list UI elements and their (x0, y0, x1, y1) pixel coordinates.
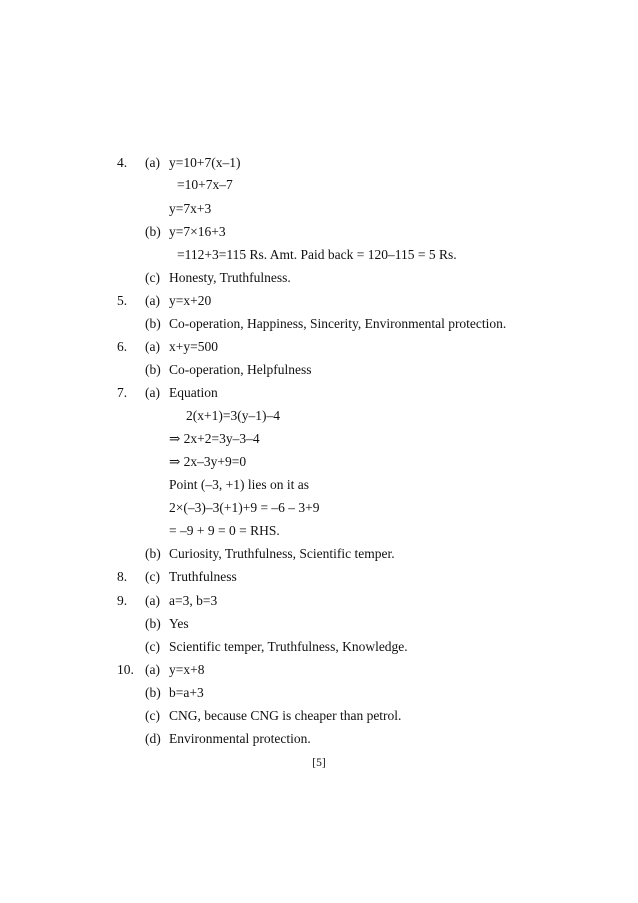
answer-text: Co-operation, Happiness, Sincerity, Environmental protection. (169, 316, 507, 331)
answer-text: Point (–3, +1) lies on it as (169, 477, 309, 492)
answer-number: 9. (117, 593, 128, 608)
part-label: (b) (145, 616, 161, 631)
answer-text: y=7×16+3 (169, 224, 226, 239)
part-label: (b) (145, 362, 161, 377)
part-label: (b) (145, 224, 161, 239)
part-label: (c) (145, 708, 160, 723)
answer-text: = –9 + 9 = 0 = RHS. (169, 523, 280, 538)
answer-text: Honesty, Truthfulness. (169, 270, 291, 285)
answer-text: ⇒ 2x+2=3y–3–4 (169, 431, 260, 446)
part-label: (a) (145, 155, 160, 170)
answer-number: 6. (117, 339, 128, 354)
answer-text: x+y=500 (169, 339, 218, 354)
answer-text: b=a+3 (169, 685, 204, 700)
answer-text: 2(x+1)=3(y–1)–4 (186, 408, 280, 423)
part-label: (a) (145, 293, 160, 308)
answer-number: 8. (117, 569, 128, 584)
answer-text: 2×(–3)–3(+1)+9 = –6 – 3+9 (169, 500, 320, 515)
part-label: (b) (145, 685, 161, 700)
part-label: (b) (145, 316, 161, 331)
answer-text: Yes (169, 616, 189, 631)
answer-text: =112+3=115 Rs. Amt. Paid back = 120–115 = 5 Rs. (177, 247, 457, 262)
answer-text: Equation (169, 385, 218, 400)
answer-text: CNG, because CNG is cheaper than petrol. (169, 708, 402, 723)
answer-text: a=3, b=3 (169, 593, 218, 608)
answer-number: 5. (117, 293, 128, 308)
part-label: (a) (145, 662, 160, 677)
answer-text: Curiosity, Truthfulness, Scientific temper. (169, 546, 395, 561)
answer-text: Environmental protection. (169, 731, 311, 746)
part-label: (a) (145, 593, 160, 608)
answer-text: y=10+7(x–1) (169, 155, 241, 170)
part-label: (c) (145, 270, 160, 285)
part-label: (a) (145, 385, 160, 400)
answer-number: 7. (117, 385, 128, 400)
page-number: [5] (312, 757, 326, 769)
answer-text: ⇒ 2x–3y+9=0 (169, 454, 247, 469)
answer-text: y=x+20 (169, 293, 212, 308)
answer-text: Scientific temper, Truthfulness, Knowledge. (169, 639, 408, 654)
part-label: (c) (145, 639, 160, 654)
answer-number: 4. (117, 155, 128, 170)
answer-text: y=7x+3 (169, 201, 212, 216)
part-label: (d) (145, 731, 161, 746)
answer-text: Co-operation, Helpfulness (169, 362, 312, 377)
part-label: (a) (145, 339, 160, 354)
answer-text: Truthfulness (169, 569, 237, 584)
answer-text: =10+7x–7 (177, 177, 233, 192)
part-label: (b) (145, 546, 161, 561)
answer-number: 10. (117, 662, 134, 677)
answer-text: y=x+8 (169, 662, 205, 677)
part-label: (c) (145, 569, 160, 584)
